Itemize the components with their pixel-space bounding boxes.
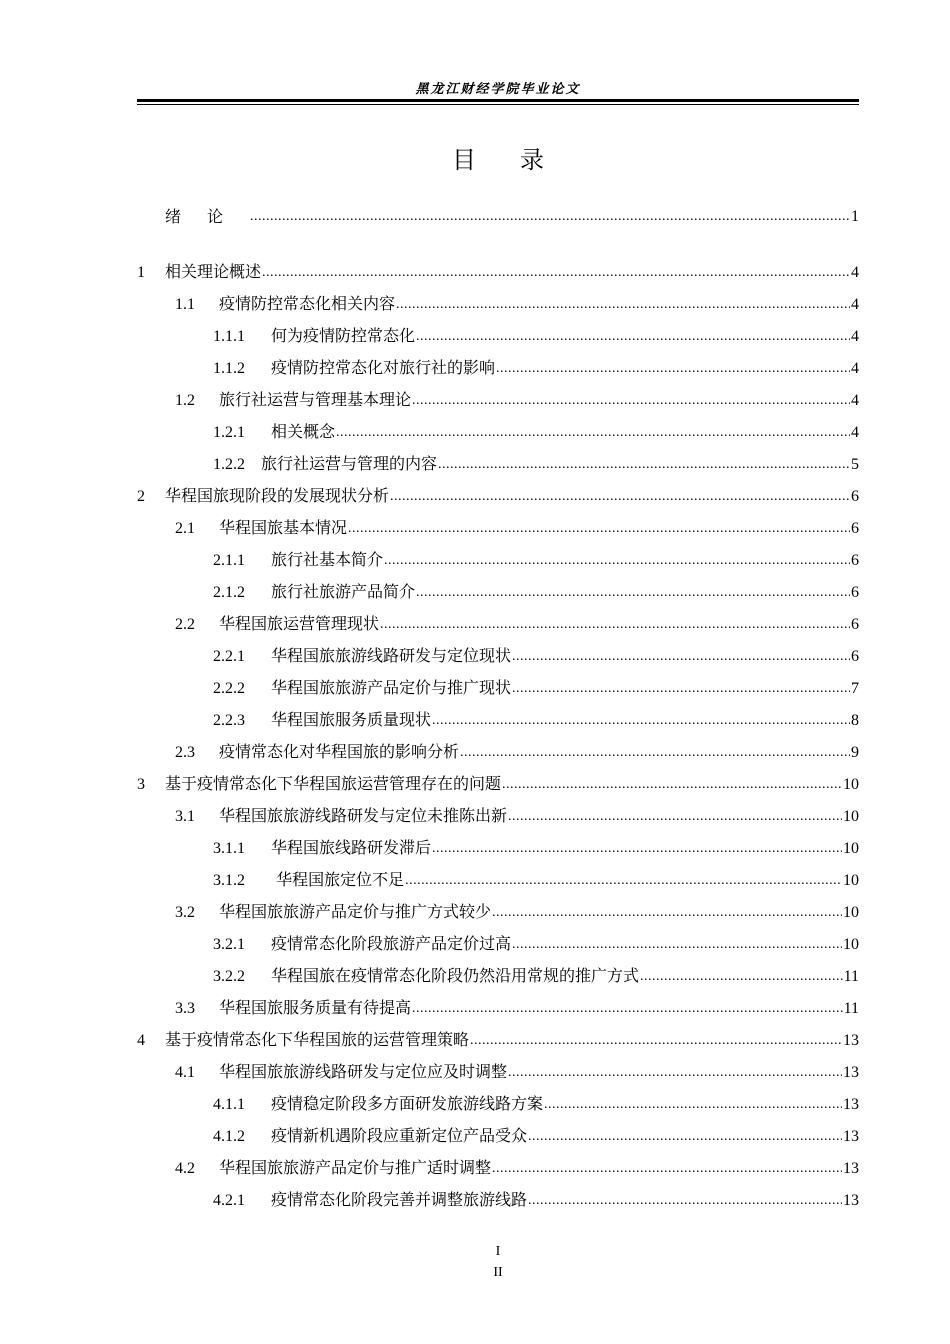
toc-entry-page: 13 [843,1032,859,1049]
toc-leader-dots [384,551,850,571]
toc-entry-number: 1.2 [175,392,195,409]
toc-leader-dots [348,519,850,539]
toc-entry-page: 10 [843,936,859,953]
toc-entry[interactable] [137,451,859,475]
toc-entry-number: 4 [137,1032,145,1049]
toc-leader-dots [412,999,843,1019]
toc-entry-page: 13 [843,1096,859,1113]
toc-entry-number: 4.1 [175,1064,195,1081]
toc-entry-page: 4 [851,424,859,441]
toc-entry-page: 13 [843,1128,859,1145]
toc-entry[interactable] [137,1027,859,1051]
toc-entry[interactable] [137,739,859,763]
toc-leader-dots [250,207,850,227]
toc-entry-number: 2.1.2 [213,584,245,601]
toc-entry-label: 基于疫情常态化下华程国旅运营管理存在的问题 [165,774,502,793]
toc-entry-number: 1.1 [175,296,195,313]
toc-leader-dots [390,487,850,507]
toc-entry[interactable] [137,1187,859,1211]
toc-entry-page: 8 [851,712,859,729]
toc-leader-dots [412,391,850,411]
toc-entry-number: 1 [137,264,145,281]
toc-entry-number: 2.2.3 [213,712,245,729]
toc-entry-number: 3.2 [175,904,195,921]
toc-entry-label: 华程国旅服务质量有待提高 [219,998,412,1017]
toc-entry-number: 4.1.1 [213,1096,245,1113]
toc-entry-label: 疫情常态化阶段完善并调整旅游线路 [271,1190,528,1209]
toc-entry-page: 4 [851,296,859,313]
toc-leader-dots [512,935,842,955]
toc-leader-dots [640,967,843,987]
toc-leader-dots [496,359,850,379]
toc-entry[interactable] [137,963,859,987]
toc-entry[interactable] [137,483,859,507]
toc-entry[interactable] [137,259,859,283]
toc-entry-page: 6 [851,488,859,505]
toc-entry-label: 疫情新机遇阶段应重新定位产品受众 [271,1126,528,1145]
toc-entry-number: 4.2 [175,1160,195,1177]
toc-entry-page: 6 [851,520,859,537]
toc-leader-dots [262,263,850,283]
toc-leader-dots [336,423,850,443]
toc-entry[interactable] [137,771,859,795]
toc-entry-page: 4 [851,360,859,377]
page-number-secondary: II [493,1265,503,1280]
toc-entry-number: 2.1.1 [213,552,245,569]
toc-entry-label: 旅行社基本简介 [271,550,384,569]
toc-entry-label: 华程国旅旅游产品定价与推广方式较少 [219,902,492,921]
toc-entry-label: 相关概念 [271,422,336,441]
toc-entry-number: 3.3 [175,1000,195,1017]
toc-entry-number: 2.2.2 [213,680,245,697]
toc-entry-label: 旅行社运营与管理基本理论 [219,390,412,409]
toc-entry-page: 5 [851,456,859,473]
toc-entry-label: 华程国旅在疫情常态化阶段仍然沿用常规的推广方式 [271,966,640,985]
toc-entry-label: 相关理论概述 [165,262,262,281]
toc-entry-label: 疫情常态化阶段旅游产品定价过高 [271,934,512,953]
toc-entry-number: 3.2.1 [213,936,245,953]
toc-entry[interactable] [137,1123,859,1147]
toc-leader-dots [470,1031,842,1051]
toc-entry-label: 旅行社旅游产品简介 [271,582,416,601]
toc-entry-label: 华程国旅服务质量现状 [271,710,432,729]
toc-entry[interactable] [137,323,859,347]
toc-leader-dots [512,679,850,699]
toc-entry-page: 4 [851,264,859,281]
page-number-primary: I [495,1244,501,1259]
toc-entry[interactable] [137,675,859,699]
toc-entry-label: 华程国旅运营管理现状 [219,614,380,633]
toc-entry-number: 4.1.2 [213,1128,245,1145]
toc-leader-dots [528,1191,842,1211]
toc-entry-label: 华程国旅旅游产品定价与推广适时调整 [219,1158,492,1177]
toc-entry[interactable] [137,707,859,731]
toc-entry[interactable] [137,387,859,411]
toc-leader-dots [405,871,842,891]
toc-leader-dots [416,327,850,347]
toc-leader-dots [460,743,850,763]
toc-leader-dots [528,1127,842,1147]
toc-entry-number: 2.1 [175,520,195,537]
toc-entry[interactable] [137,899,859,923]
toc-entry[interactable] [137,611,859,635]
toc-leader-dots [512,647,850,667]
toc-entry-label: 疫情防控常态化相关内容 [219,294,396,313]
toc-entry-page: 10 [843,776,859,793]
toc-entry-number: 2.2 [175,616,195,633]
toc-entry-label: 华程国旅旅游线路研发与定位现状 [271,646,512,665]
toc-entry-page: 6 [851,648,859,665]
toc-leader-dots [508,807,842,827]
toc-title: 目录 [452,146,588,174]
toc-entry-page: 7 [851,680,859,697]
toc-leader-dots [432,839,842,859]
toc-entry-label: 何为疫情防控常态化 [271,326,416,345]
header-rule-thin [137,104,859,105]
toc-entry[interactable] [137,419,859,443]
toc-entry-number: 3.1.2 [213,872,245,889]
toc-entry-page: 13 [843,1160,859,1177]
toc-entry[interactable] [137,643,859,667]
toc-entry[interactable] [137,547,859,571]
toc-entry-page: 6 [851,616,859,633]
toc-entry-number: 1.1.2 [213,360,245,377]
toc-entry[interactable] [137,931,859,955]
toc-leader-dots [380,615,850,635]
toc-leader-dots [416,583,850,603]
toc-entry-number: 1.2.2 [213,456,245,473]
toc-entry[interactable] [137,835,859,859]
toc-entry-page: 10 [843,904,859,921]
toc-entry-number: 4.2.1 [213,1192,245,1209]
toc-entry-number: 3.1.1 [213,840,245,857]
toc-entry[interactable] [137,1155,859,1179]
toc-entry-number: 3.1 [175,808,195,825]
toc-entry-page: 11 [843,1000,859,1017]
toc-entry-label: 疫情常态化对华程国旅的影响分析 [219,742,460,761]
toc-entry-label: 旅行社运营与管理的内容 [261,454,438,473]
toc-entry-page: 1 [851,208,859,225]
toc-entry-page: 6 [851,584,859,601]
toc-entry-number: 1.1.1 [213,328,245,345]
toc-entry-page: 11 [843,968,859,985]
toc-entry-number: 3.2.2 [213,968,245,985]
toc-entry-label: 华程国旅旅游产品定价与推广现状 [271,678,512,697]
toc-entry[interactable] [137,291,859,315]
toc-leader-dots [508,1063,842,1083]
toc-entry-page: 13 [843,1064,859,1081]
toc-entry[interactable] [137,867,859,891]
toc-entry[interactable] [137,995,859,1019]
toc-entry-label: 华程国旅旅游线路研发与定位应及时调整 [219,1062,508,1081]
toc-entry-page: 4 [851,328,859,345]
toc-entry-number: 2.3 [175,744,195,761]
toc-entry-label: 华程国旅基本情况 [219,518,348,537]
toc-leader-dots [492,903,842,923]
toc-leader-dots [492,1159,842,1179]
toc-entry[interactable] [137,515,859,539]
toc-entry[interactable] [137,579,859,603]
header-rule-thick [137,99,859,102]
toc-entry-page: 6 [851,552,859,569]
toc-entry[interactable] [137,203,859,227]
toc-entry-label: 华程国旅现阶段的发展现状分析 [165,486,390,505]
toc-entry-label: 华程国旅定位不足 [271,870,405,889]
toc-entry-page: 10 [843,808,859,825]
toc-entry-label: 华程国旅线路研发滞后 [271,838,432,857]
toc-entry-label: 华程国旅旅游线路研发与定位未推陈出新 [219,806,508,825]
toc-entry-number: 2 [137,488,145,505]
toc-entry-page: 9 [851,744,859,761]
toc-entry[interactable] [137,355,859,379]
toc-entry-page: 13 [843,1192,859,1209]
toc-entry-page: 10 [843,872,859,889]
toc-entry-page: 4 [851,392,859,409]
toc-entry[interactable] [137,1091,859,1115]
toc-entry-number: 1.2.1 [213,424,245,441]
toc-entry-label: 绪论 [165,207,250,226]
toc-entry-number: 3 [137,776,145,793]
toc-entry[interactable] [137,1059,859,1083]
toc-entry-label: 基于疫情常态化下华程国旅的运营管理策略 [165,1030,470,1049]
toc-entry-label: 疫情稳定阶段多方面研发旅游线路方案 [271,1094,544,1113]
toc-leader-dots [432,711,850,731]
toc-entry[interactable] [137,803,859,827]
toc-leader-dots [544,1095,842,1115]
toc-leader-dots [438,455,850,475]
toc-entry-label: 疫情防控常态化对旅行社的影响 [271,358,496,377]
running-header: 黑龙江财经学院毕业论文 [415,82,581,97]
toc-entry-number: 2.2.1 [213,648,245,665]
toc-leader-dots [396,295,850,315]
toc-leader-dots [502,775,842,795]
toc-entry-page: 10 [843,840,859,857]
